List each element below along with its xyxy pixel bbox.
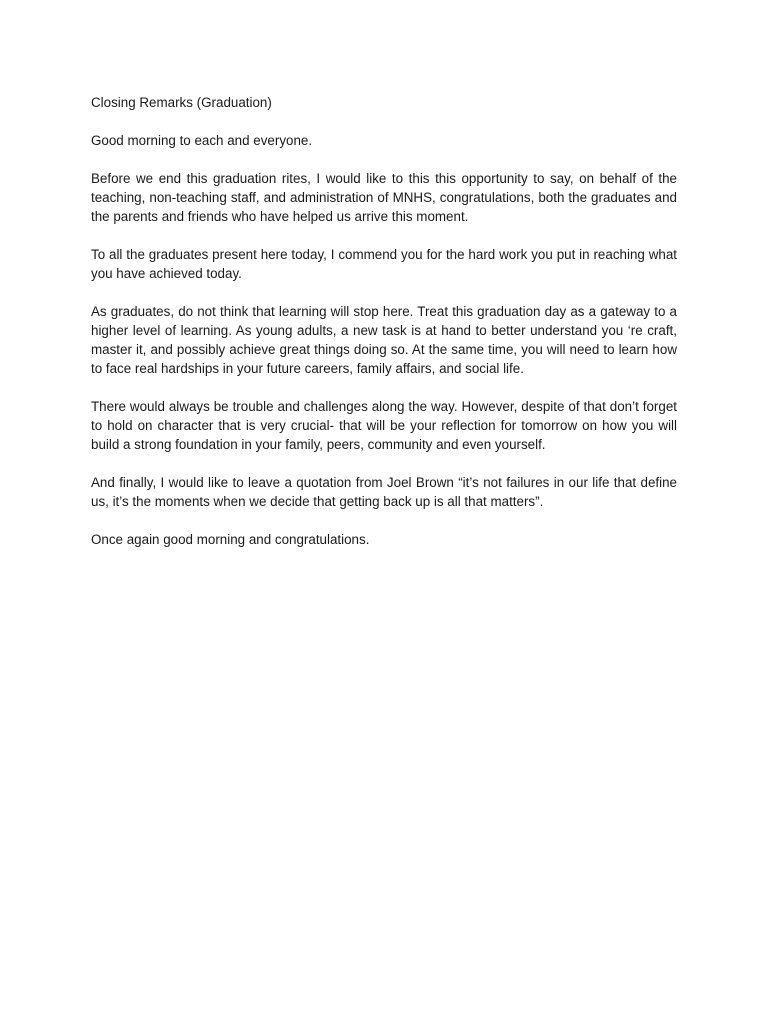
paragraph-congratulations: Before we end this graduation rites, I would like to this this opportunity to say, on behalf of the teaching, non-teaching staff, and administration of MNHS, congratulations, both the graduates and the parents and friends who have helped us arrive this moment. <box>91 171 677 224</box>
paragraph-quotation: And finally, I would like to leave a quotation from Joel Brown “it’s not failures in our life that define us, it’s the moments when we decide that getting back up is all that matters”. <box>91 475 677 509</box>
paragraph-closing: Once again good morning and congratulations. <box>91 532 370 547</box>
paragraph-learning: As graduates, do not think that learning will stop here. Treat this graduation day as a gateway to a higher level of learning. As young adults, a new task is at hand to better understand you ‘re craft, master it, and possibly achieve great things doing so. At the same time, you will need to learn how to face real hardships in your future careers, family affairs, and social life. <box>91 304 677 376</box>
document-title: Closing Remarks (Graduation) <box>91 95 272 110</box>
paragraph-greeting: Good morning to each and everyone. <box>91 133 313 148</box>
paragraph-commendation: To all the graduates present here today, I commend you for the hard work you put in reaching what you have achieved today. <box>91 247 677 281</box>
paragraph-challenges: There would always be trouble and challenges along the way. However, despite of that don’t forget to hold on character that is very crucial- that will be your reflection for tomorrow on how you will build a strong foundation in your family, peers, community and even yourself. <box>91 399 677 452</box>
document-body <box>91 93 677 568</box>
